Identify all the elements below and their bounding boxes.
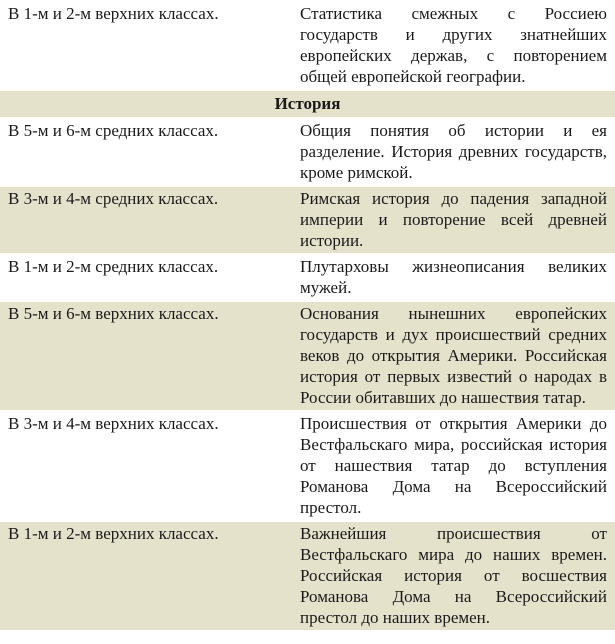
class-level-cell: В 3-м и 4-м средних классах. <box>0 187 292 253</box>
class-level-cell: В 1-м и 2-м средних классах. <box>0 255 292 300</box>
subject-description-cell: Основания нынешних европейских государств и дух происшествий средних веков до открытия Америки. Российская история от первых известий о народах в России обитавших до нашествия татар. <box>292 302 615 410</box>
subject-description-cell: Статистика смежных с Россиею государств и других знатнейших европейских держав, с повторением общей европейской географии. <box>292 2 615 89</box>
class-level-cell: В 5-м и 6-м верхних классах. <box>0 302 292 410</box>
subject-description-cell: Важнейшия происшествия от Вестфальскаго мира до наших времен. Российская история от восшествия Романова Дома на Всероссийский престол до наших времен. <box>292 522 615 630</box>
table-row <box>0 119 615 185</box>
class-level-cell: В 1-м и 2-м верхних классах. <box>0 2 292 89</box>
section-header-row <box>0 91 615 117</box>
subject-description-cell: Римская история до падения западной империи и повторение всей древней истории. <box>292 187 615 253</box>
class-level-cell: В 5-м и 6-м средних классах. <box>0 119 292 185</box>
subject-description-cell: Общия понятия об истории и ея разделение. История древних государств, кроме римской. <box>292 119 615 185</box>
table-row <box>0 187 615 253</box>
table-row <box>0 302 615 410</box>
class-level-cell: В 3-м и 4-м верхних классах. <box>0 412 292 520</box>
table-row <box>0 522 615 630</box>
table-row <box>0 412 615 520</box>
section-header: История <box>0 91 615 117</box>
class-level-cell: В 1-м и 2-м верхних классах. <box>0 522 292 630</box>
subject-description-cell: Плутарховы жизнеописания великих мужей. <box>292 255 615 300</box>
table-row <box>0 255 615 300</box>
subject-description-cell: Происшествия от открытия Америки до Вестфальскаго мира, российская история от нашествия татар до вступления Романова Дома на Всероссийский престол. <box>292 412 615 520</box>
table-row <box>0 2 615 89</box>
